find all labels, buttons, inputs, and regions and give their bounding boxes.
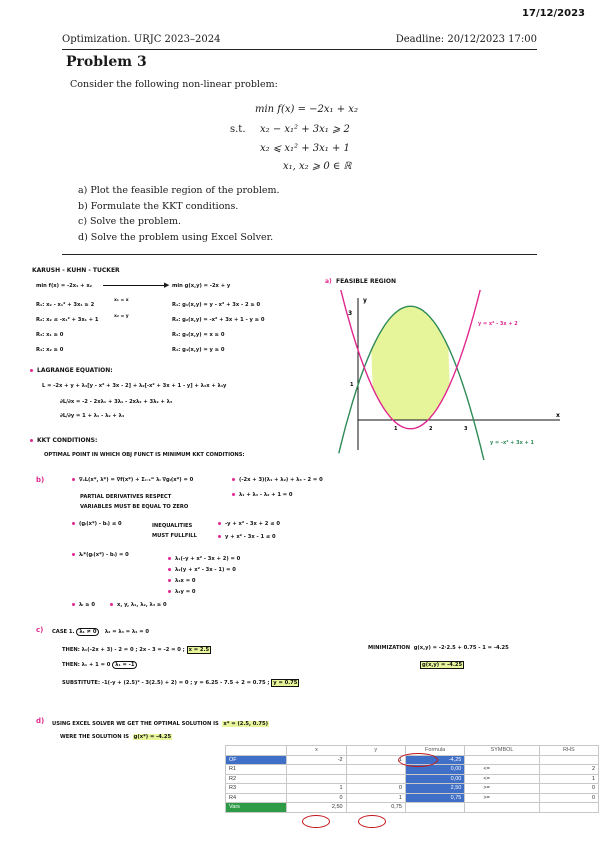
handwritten-date: 17/12/2023	[522, 8, 585, 19]
excel-cell[interactable]: >=	[465, 784, 539, 794]
excel-cell[interactable]: <=	[465, 774, 539, 784]
excel-cell[interactable]	[405, 803, 464, 813]
excel-cell[interactable]: 1	[346, 793, 405, 803]
excel-cell[interactable]: 0,00	[405, 765, 464, 775]
case-1: CASE 1. λ₁ ≠ 0 λ₂ = λ₃ = λ₄ = 0	[52, 629, 150, 635]
nonneg-vars: x, y, λ₁, λ₂, λ₃ ≥ 0	[110, 602, 167, 608]
part-b-label: b)	[36, 476, 45, 484]
constraint-2: x₂ ⩽ x₁² + 3x₁ + 1	[260, 143, 350, 154]
excel-cell[interactable]	[287, 774, 346, 784]
excel-cell[interactable]	[346, 774, 405, 784]
constraint-3: x₁, x₂ ⩾ 0 ∈ ℝ	[283, 161, 352, 172]
arrow-icon: ▶	[164, 281, 170, 289]
excel-cell[interactable]: SYMBOL	[465, 746, 539, 756]
excel-cell[interactable]: 0,00	[405, 774, 464, 784]
partial-y: λ₁ + λ₄ - λ₂ + 1 = 0	[232, 492, 293, 498]
lagrange-equation: L = -2x + y + λ₁[y - x² + 3x - 2] + λ₂[-x² + 3x + 1 - y] + λ₃x + λ₄y	[42, 383, 227, 389]
excel-cell[interactable]: 0	[539, 784, 598, 794]
excel-row	[226, 803, 599, 813]
var-map-y: x₂ = y	[114, 314, 129, 319]
inequality-condition: (gᵢ(x*) - bᵢ) ≤ 0	[72, 521, 122, 527]
excel-cell[interactable]: RHS	[539, 746, 598, 756]
lagrange-dy: ∂L/∂y = 1 + λ₁ - λ₂ + λ₄	[60, 413, 125, 419]
task-d: d) Solve the problem using Excel Solver.	[78, 231, 274, 243]
lagrange-dx: ∂L/∂x = -2 - 2xλ₁ + 3λ₁ - 2xλ₂ + 3λ₂ + λ₃	[60, 399, 173, 405]
then-1: THEN: λ₁(-2x + 3) - 2 = 0 ; 2x - 3 = -2 = 0 ; x = 2.5	[62, 647, 210, 653]
inequality-2: y + x² - 3x - 1 ≤ 0	[218, 534, 276, 540]
objective: min f(x) = −2x₁ + x₂	[255, 104, 358, 115]
excel-cell[interactable]: 0,75	[405, 793, 464, 803]
excel-cell[interactable]: OF	[226, 755, 287, 765]
complementarity-condition: λᵢ*(gᵢ(x*) - bᵢ) = 0	[72, 552, 129, 558]
arrow-line	[103, 285, 167, 286]
excel-cell[interactable]	[539, 803, 598, 813]
excel-row	[226, 774, 599, 784]
excel-cell[interactable]: -4,25	[405, 755, 464, 765]
then-2: THEN: λ₁ + 1 = 0 λ₁ = -1	[62, 662, 137, 668]
complementarity-list: λ₁(-y + x² - 3x + 2) = 0 λ₂(y + x² - 3x - 1) = 0 λ₃x = 0 λ₄y = 0	[168, 554, 240, 598]
minimization-box: g(x,y) = -4.25	[422, 662, 463, 668]
task-list	[78, 183, 280, 245]
magenta-curve-label: y = x² - 3x + 2	[478, 321, 518, 327]
task-b: b) Formulate the KKT conditions.	[78, 200, 239, 212]
excel-cell[interactable]	[226, 746, 287, 756]
excel-cell[interactable]	[346, 765, 405, 775]
kkt-conditions-sub: OPTIMAL POINT IN WHICH OBJ FUNCT IS MINIMUM KKT CONDITIONS:	[44, 452, 245, 458]
kkt-obj-right: min g(x,y) = -2x + y	[172, 283, 231, 289]
substitute: SUBSTITUTE: -1(-y + (2.5)² - 3(2.5) + 2) = 0 ; y = 6.25 - 7.5 + 2 = 0.75 ; y = 0.75	[62, 680, 298, 686]
restrictions-right: R₁: g₁(x,y) = y - x² + 3x - 2 ≥ 0 R₂: g₂(x,y) = -x² + 3x + 1 - y ≥ 0 R₃: g₃(x,y) = x ≥ 0 R₄: g₄(x,y) = y ≥ 0	[172, 302, 265, 353]
x-tick-1: 1	[394, 426, 398, 432]
header-rule	[62, 49, 537, 50]
x-tick-3: 3	[464, 426, 468, 432]
task-c: c) Solve the problem.	[78, 216, 182, 227]
feasible-region	[371, 306, 449, 420]
excel-row	[226, 784, 599, 794]
course-label: Optimization. URJC 2023–2024	[62, 34, 221, 45]
excel-cell[interactable]: -2	[287, 755, 346, 765]
excel-cell[interactable]: x	[287, 746, 346, 756]
section-rule	[62, 254, 537, 255]
excel-cell[interactable]: R4	[226, 793, 287, 803]
kkt-conditions-heading: KKT CONDITIONS:	[30, 437, 97, 444]
excel-cell[interactable]: >=	[465, 793, 539, 803]
circle-of-result	[398, 753, 438, 767]
inequality-1: -y + x² - 3x + 2 ≤ 0	[218, 521, 280, 527]
circle-x-value	[302, 815, 330, 828]
excel-cell[interactable]: y	[346, 746, 405, 756]
page-header	[62, 34, 537, 45]
circle-y-value	[358, 815, 386, 828]
lagrange-heading: LAGRANGE EQUATION:	[30, 367, 113, 374]
excel-cell[interactable]: 2,50	[405, 784, 464, 794]
excel-cell[interactable]: Vars	[226, 803, 287, 813]
y-tick-1: 1	[350, 382, 354, 388]
part-d-line2: WERE THE SOLUTION IS g(x*) = -4.25	[60, 734, 172, 740]
green-curve-label: y = -x² + 3x + 1	[490, 440, 534, 446]
excel-cell[interactable]	[539, 755, 598, 765]
graph-heading: a) FEASIBLE REGION	[325, 278, 396, 285]
part-d-line1: USING EXCEL SOLVER WE GET THE OPTIMAL SOLUTION IS x* = (2.5, 0.75)	[52, 721, 268, 727]
kkt-heading: KARUSH - KUHN - TUCKER	[32, 267, 120, 274]
excel-cell[interactable]	[465, 755, 539, 765]
excel-cell[interactable]: Formula	[405, 746, 464, 756]
excel-cell[interactable]: 2,50	[287, 803, 346, 813]
excel-row	[226, 793, 599, 803]
excel-cell[interactable]: 2	[539, 765, 598, 775]
constraint-1: x₂ − x₁² + 3x₁ ⩾ 2	[260, 124, 350, 135]
excel-cell[interactable]: 0,75	[346, 803, 405, 813]
var-map-x: x₁ = x	[114, 298, 129, 303]
excel-cell[interactable]: R2	[226, 774, 287, 784]
problem-title: Problem 3	[66, 54, 147, 70]
excel-cell[interactable]: 1	[287, 784, 346, 794]
x-axis-label: x	[556, 412, 560, 419]
excel-cell[interactable]	[465, 803, 539, 813]
restrictions-left: R₁: x₂ - x₁² + 3x₁ ≥ 2 R₂: x₂ ≤ -x₁² + 3x₁ + 1 R₃: x₁ ≥ 0 R₄: x₂ ≥ 0	[36, 302, 99, 353]
problem-intro: Consider the following non-linear problem:	[70, 79, 278, 90]
gradient-condition: ∇ₓL(x*, λ*) = ∇f(x*) + Σᵢ₌₁ᵐ λᵢ ∇gᵢ(x*) = 0	[72, 477, 193, 483]
partial-x: (-2x + 3)(λ₁ + λ₂) + λ₃ - 2 = 0	[232, 477, 323, 483]
minimization: MINIMIZATION g(x,y) = -2·2.5 + 0.75 - 1 = -4.25	[368, 645, 509, 651]
feasible-region-graph	[330, 290, 570, 460]
excel-cell[interactable]: 1	[346, 755, 405, 765]
excel-cell[interactable]: R1	[226, 765, 287, 775]
inequality-note: INEQUALITIES MUST FULLFILL	[152, 523, 197, 539]
excel-cell[interactable]: <=	[465, 765, 539, 775]
excel-cell[interactable]: R3	[226, 784, 287, 794]
kkt-obj-left: min f(x) = -2x₁ + x₂	[36, 283, 92, 289]
y-tick-3: 3	[348, 310, 353, 317]
deadline-label: Deadline: 20/12/2023 17:00	[395, 34, 537, 45]
excel-cell[interactable]: 0	[346, 784, 405, 794]
excel-cell[interactable]	[287, 765, 346, 775]
excel-cell[interactable]: 1	[539, 774, 598, 784]
excel-cell[interactable]: 0	[287, 793, 346, 803]
nonneg-condition: λᵢ ≥ 0	[72, 602, 95, 608]
part-d-label: d)	[36, 717, 45, 725]
st-label: s.t.	[230, 124, 246, 135]
excel-cell[interactable]: 0	[539, 793, 598, 803]
y-axis-label: y	[363, 297, 367, 304]
task-a: a) Plot the feasible region of the problem.	[78, 185, 280, 196]
part-c-label: c)	[36, 626, 44, 634]
x-tick-2: 2	[429, 426, 433, 432]
partial-note: PARTIAL DERIVATIVES RESPECT VARIABLES MUST BE EQUAL TO ZERO	[80, 494, 189, 510]
